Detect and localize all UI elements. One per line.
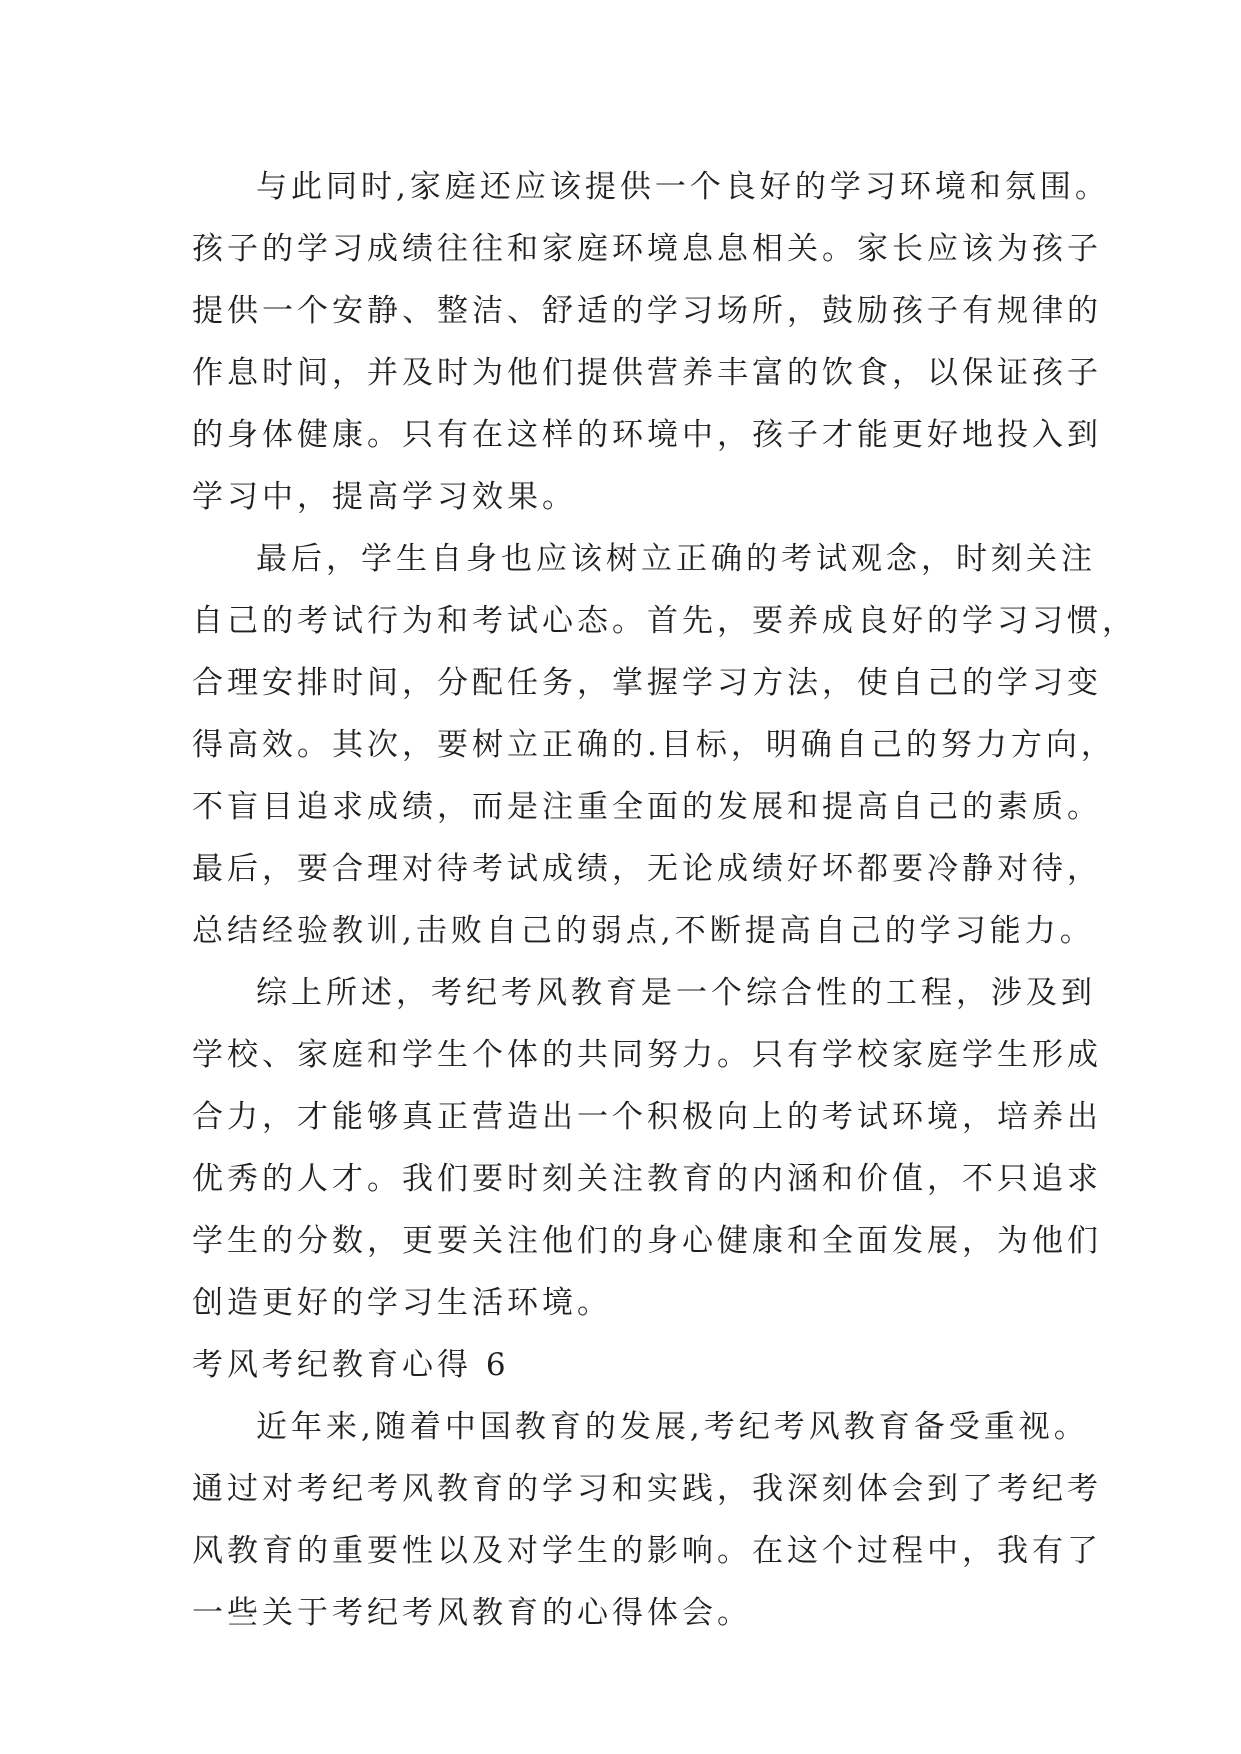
text-line: 综上所述，考纪考风教育是一个综合性的工程，涉及到 bbox=[256, 975, 1096, 1011]
text-line: 通过对考纪考风教育的学习和实践，我深刻体会到了考纪考 bbox=[192, 1471, 1102, 1507]
text-line: 合力，才能够真正营造出一个积极向上的考试环境，培养出 bbox=[192, 1099, 1102, 1135]
text-line: 最后，学生自身也应该树立正确的考试观念，时刻关注 bbox=[256, 541, 1096, 577]
text-line: 与此同时,家庭还应该提供一个良好的学习环境和氛围。 bbox=[256, 169, 1110, 205]
text-line: 学校、家庭和学生个体的共同努力。只有学校家庭学生形成 bbox=[192, 1037, 1102, 1073]
text-line: 风教育的重要性以及对学生的影响。在这个过程中，我有了 bbox=[192, 1533, 1102, 1569]
document-body bbox=[192, 156, 1137, 1644]
text-line: 优秀的人才。我们要时刻关注教育的内涵和价值，不只追求 bbox=[192, 1161, 1102, 1197]
text-line: 自己的考试行为和考试心态。首先，要养成良好的学习习惯， bbox=[192, 603, 1137, 639]
text-line: 近年来,随着中国教育的发展,考纪考风教育备受重视。 bbox=[256, 1409, 1089, 1445]
text-line: 得高效。其次，要树立正确的.目标，明确自己的努力方向， bbox=[192, 727, 1116, 763]
text-line: 创造更好的学习生活环境。 bbox=[192, 1285, 612, 1321]
text-line: 不盲目追求成绩，而是注重全面的发展和提高自己的素质。 bbox=[192, 789, 1102, 825]
text-line: 的身体健康。只有在这样的环境中，孩子才能更好地投入到 bbox=[192, 417, 1102, 453]
section-heading: 考风考纪教育心得 6 bbox=[192, 1347, 510, 1383]
text-line: 一些关于考纪考风教育的心得体会。 bbox=[192, 1595, 752, 1631]
text-line: 最后，要合理对待考试成绩，无论成绩好坏都要冷静对待， bbox=[192, 851, 1102, 887]
text-line: 学习中，提高学习效果。 bbox=[192, 479, 577, 515]
text-line: 作息时间，并及时为他们提供营养丰富的饮食，以保证孩子 bbox=[192, 355, 1102, 391]
text-line: 总结经验教训,击败自己的弱点,不断提高自己的学习能力。 bbox=[192, 913, 1095, 949]
text-line: 学生的分数，更要关注他们的身心健康和全面发展，为他们 bbox=[192, 1223, 1102, 1259]
text-line: 孩子的学习成绩往往和家庭环境息息相关。家长应该为孩子 bbox=[192, 231, 1102, 267]
text-line: 合理安排时间，分配任务，掌握学习方法，使自己的学习变 bbox=[192, 665, 1102, 701]
text-line: 提供一个安静、整洁、舒适的学习场所，鼓励孩子有规律的 bbox=[192, 293, 1102, 329]
